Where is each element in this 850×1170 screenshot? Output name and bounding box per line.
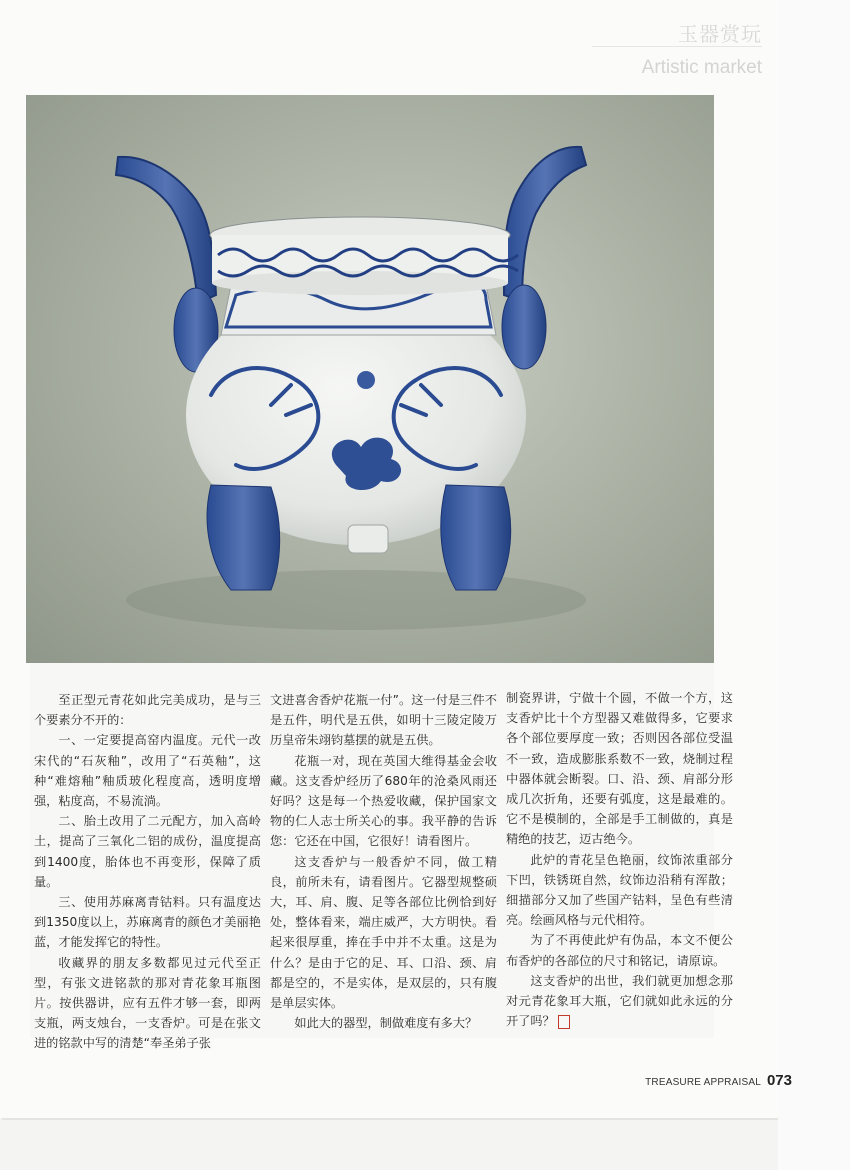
censer-photo	[26, 95, 714, 663]
page-number: 073	[766, 1072, 792, 1089]
scan-margin	[778, 0, 850, 1170]
paragraph: 二、胎土改用了二元配方，加入高岭土，提高了三氧化二铝的成份，温度提高到1400度，胎体也不再变形，保障了质量。	[34, 814, 261, 889]
paragraph: 文进喜舍香炉花瓶一付”。这一付是三件不是五件，明代是五供，如明十三陵定陵万历皇帝朱翊钧墓摆的就是五供。	[270, 693, 497, 748]
section-header	[642, 18, 762, 79]
article-column-2	[270, 690, 497, 1033]
header-divider	[592, 46, 762, 47]
article-column-3	[506, 688, 733, 1031]
paragraph: 收藏界的朋友多数都见过元代至正型，有张文进铭款的那对青花象耳瓶图片。按供器讲，应有五件才够一套，即两支瓶，两支烛台，一支香炉。可是在张文进的铭款中写的清楚“奉圣弟子张	[34, 955, 261, 1051]
censer-illustration	[26, 95, 714, 663]
paragraph: 一、一定要提高窑内温度。元代一改宋代的“石灰釉”，改用了“石英釉”，这种“难熔釉”釉质玻化程度高，透明度增强，粘度高，不易流淌。	[34, 733, 261, 809]
paragraph	[506, 971, 733, 1032]
paragraph: 如此大的器型，制做难度有多大？	[294, 1016, 478, 1031]
paragraph: 为了不再使此炉有伪品，本文不便公布香炉的各部位的尺寸和铭记，请原谅。	[506, 933, 733, 968]
paragraph: 三、使用苏麻离青钴料。只有温度达到1350度以上，苏麻离青的颜色才美丽艳蓝，才能发挥它的特性。	[34, 895, 261, 950]
paragraph: 制瓷界讲，宁做十个圆，不做一个方，这支香炉比十个方型器又难做得多，它要求各个部位要厚度一致；否则因各部位受温不一致，造成膨胀系数不一致，烧制过程中器体就会断裂。口、沿、颈、肩部分形成几次折角，还要有弧度，这是最难的。它不是模制的，全部是手工制做的，真是精绝的技艺，迈古绝今。	[506, 691, 733, 847]
paragraph: 此炉的青花呈色艳丽，纹饰浓重部分下凹，铁锈斑自然，纹饰边沿稍有浑散；细描部分又加了些国产钴料，呈色有些清亮。绘画风格与元代相符。	[506, 852, 733, 928]
page-footer	[645, 1072, 792, 1089]
section-title-cn: 玉器赏玩	[678, 22, 762, 46]
magazine-name: TREASURE APPRAISAL	[645, 1077, 761, 1088]
paragraph: 这支香炉与一般香炉不同，做工精良，前所未有，请看图片。它器型规整硕大，耳、肩、腹、足等各部位比例恰到好处，整体看来，端庄威严，大方明快。看起来很厚重，捧在手中并不太重。这是为什么？是由于它的足、耳、口沿、颈、肩都是空的，不是实体，是双层的，只有腹是单层实体。	[270, 854, 497, 1011]
section-title-en: Artistic market	[641, 57, 762, 78]
paragraph: 至正型元青花如此完美成功，是与三个要素分不开的：	[34, 693, 261, 728]
closing-text: 这支香炉的出世，我们就更加想念那对元青花象耳大瓶，它们就如此永远的分开了吗？	[506, 973, 733, 1029]
article-column-1	[34, 690, 261, 1054]
paragraph: 花瓶一对，现在英国大维得基金会收藏。这支香炉经历了680年的沧桑风雨还好吗？这是每一个热爱收藏，保护国家文物的仁人志士所关心的事。我平静的告诉您：它还在中国，它很好！请看图片。	[270, 753, 497, 849]
end-mark-icon	[558, 1015, 570, 1029]
